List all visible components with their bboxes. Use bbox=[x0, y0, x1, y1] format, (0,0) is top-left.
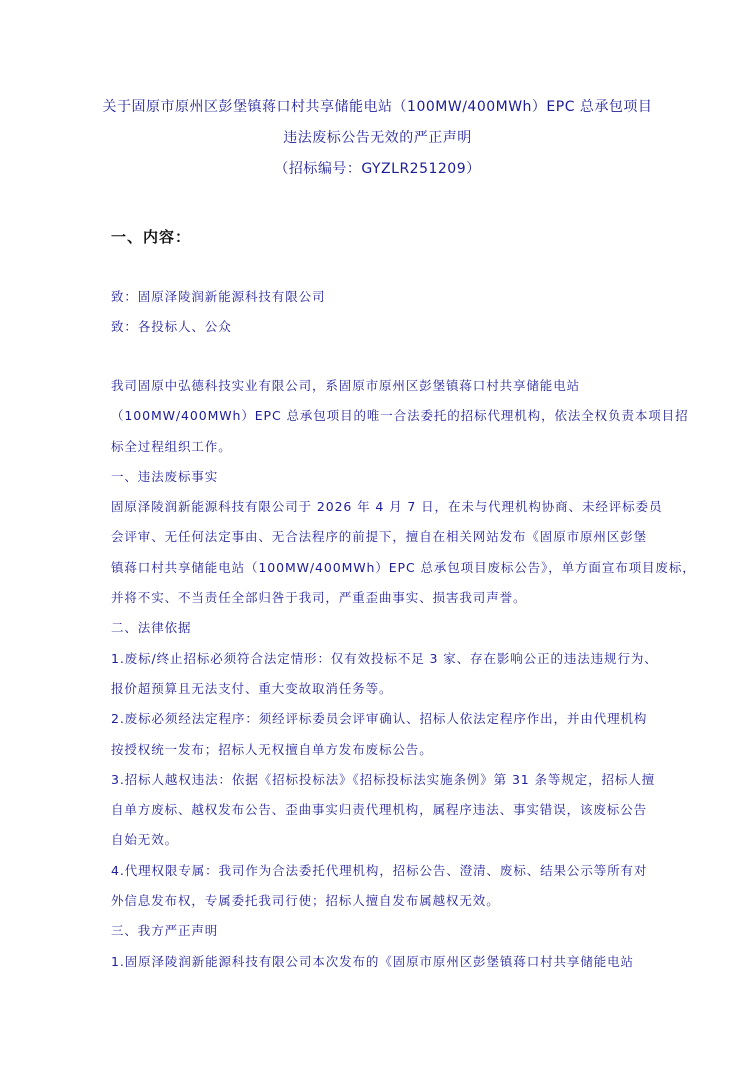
paragraph-line: 会评审、无任何法定事由、无合法程序的前提下，擅自在相关网站发布《固原市原州区彭堡 bbox=[111, 529, 648, 545]
paragraph-line: 自单方废标、越权发布公告、歪曲事实归责代理机构，属程序违法、事实错误，该废标公告 bbox=[111, 802, 648, 818]
statement-body bbox=[111, 371, 696, 977]
addressee-block bbox=[111, 282, 651, 343]
title-line-1: 关于固原市原州区彭堡镇蒋口村共享储能电站（100MW/400MWh）EPC 总承包项目 bbox=[102, 99, 653, 115]
paragraph-line: 1.废标/终止招标必须符合法定情形：仅有效投标不足 3 家、存在影响公正的违法违规行为、 bbox=[111, 650, 658, 666]
paragraph-line: 外信息发布权，专属委托我司行使；招标人擅自发布属越权无效。 bbox=[111, 893, 500, 909]
paragraph-line: 我司固原中弘德科技实业有限公司，系固原市原州区彭堡镇蒋口村共享储能电站 bbox=[111, 378, 581, 393]
paragraph-line: 2.废标必须经法定程序：须经评标委员会评审确认、招标人依法定程序作出，并由代理机构 bbox=[111, 711, 648, 727]
paragraph-line: 镇蒋口村共享储能电站（100MW/400MWh）EPC 总承包项目废标公告》，单方面宣布项目废标， bbox=[111, 559, 696, 575]
paragraph-line: 报价超预算且无法支付、重大变故取消任务等。 bbox=[111, 680, 393, 696]
paragraph-line: 自始无效。 bbox=[111, 832, 179, 848]
subheading-declaration: 三、我方严正声明 bbox=[111, 923, 219, 939]
addressee-line: 致：各投标人、公众 bbox=[111, 319, 232, 335]
subheading-legal-basis: 二、法律依据 bbox=[111, 620, 192, 636]
addressee-line: 致：固原泽陵润新能源科技有限公司 bbox=[111, 289, 326, 304]
paragraph-line: 1.固原泽陵润新能源科技有限公司本次发布的《固原市原州区彭堡镇蒋口村共享储能电站 bbox=[111, 953, 634, 969]
paragraph-line: 按授权统一发布；招标人无权擅自单方发布废标公告。 bbox=[111, 741, 433, 757]
paragraph-line: 固原泽陵润新能源科技有限公司于 2026 年 4 月 7 日，在未与代理机构协商、未经评标委员 bbox=[111, 499, 663, 515]
paragraph-line: （100MW/400MWh）EPC 总承包项目的唯一合法委托的招标代理机构，依法全权负责本项目招 bbox=[111, 408, 689, 424]
paragraph-line: 3.招标人越权违法：依据《招标投标法》《招标投标法实施条例》第 31 条等规定，招标人擅 bbox=[111, 771, 656, 787]
tender-number: （招标编号：GYZLR251209） bbox=[274, 161, 481, 177]
paragraph-line: 标全过程组织工作。 bbox=[111, 438, 232, 454]
document-title bbox=[0, 92, 755, 185]
paragraph-line: 并将不实、不当责任全部归咎于我司，严重歪曲事实、损害我司声誉。 bbox=[111, 590, 527, 606]
subheading-facts: 一、违法废标事实 bbox=[111, 468, 219, 484]
title-line-2: 违法废标公告无效的严正声明 bbox=[283, 130, 472, 146]
section-heading-content: 一、内容： bbox=[111, 228, 192, 246]
paragraph-line: 4.代理权限专属：我司作为合法委托代理机构，招标公告、澄清、废标、结果公示等所有对 bbox=[111, 862, 648, 878]
